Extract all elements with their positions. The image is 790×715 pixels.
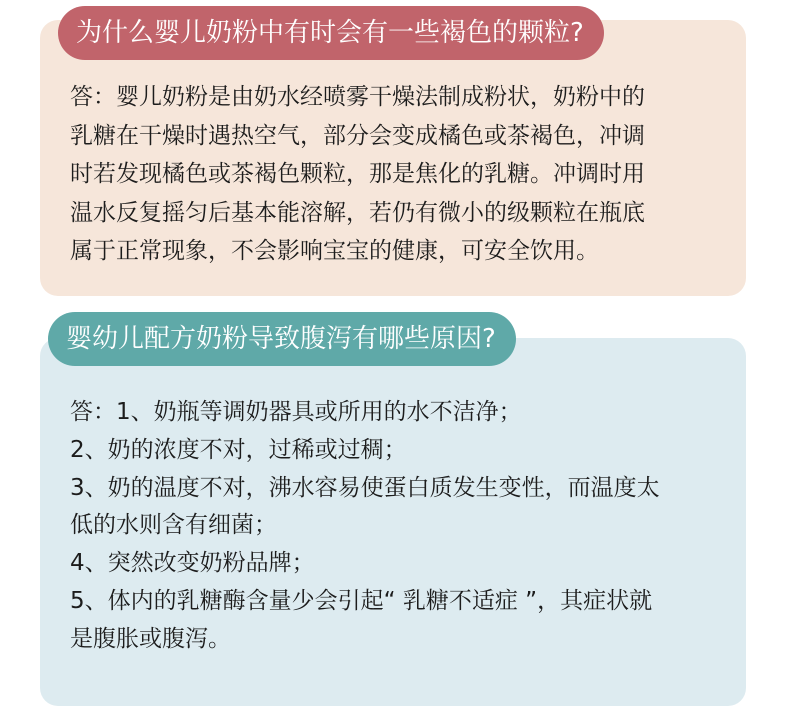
answer-line: 答：婴儿奶粉是由奶水经喷雾干燥法制成粉状，奶粉中的: [70, 84, 645, 110]
answer-line: 是腹胀或腹泻。: [70, 625, 231, 652]
answer-line: 2、奶的浓度不对，过稀或过稠；: [70, 436, 407, 463]
question-heading-brown-granules: 为什么婴儿奶粉中有时会有一些褐色的颗粒?: [58, 6, 604, 60]
answer-diarrhea-causes: [70, 394, 660, 659]
question-heading-diarrhea-causes: 婴幼儿配方奶粉导致腹泻有哪些原因?: [48, 312, 516, 366]
answer-line: 温水反复摇匀后基本能溶解，若仍有微小的级颗粒在瓶底: [70, 199, 645, 226]
answer-line: 低的水则含有细菌；: [70, 512, 277, 539]
answer-line: 乳糖在干燥时遇热空气，部分会变成橘色或茶褐色，冲调: [70, 122, 645, 149]
answer-line: 3、奶的温度不对，沸水容易使蛋白质发生变性，而温度太: [70, 474, 660, 501]
answer-line: 时若发现橘色或茶褐色颗粒，那是焦化的乳糖。冲调时用: [70, 161, 645, 188]
answer-brown-granules: [70, 78, 645, 271]
answer-line: 属于正常现象，不会影响宝宝的健康，可安全饮用。: [70, 238, 599, 265]
answer-line: 4、突然改变奶粉品牌；: [70, 550, 315, 577]
answer-line: 答：1、奶瓶等调奶器具或所用的水不洁净；: [70, 399, 522, 425]
answer-line: 5、体内的乳糖酶含量少会引起“ 乳糖不适症 ”，其症状就: [70, 587, 653, 614]
